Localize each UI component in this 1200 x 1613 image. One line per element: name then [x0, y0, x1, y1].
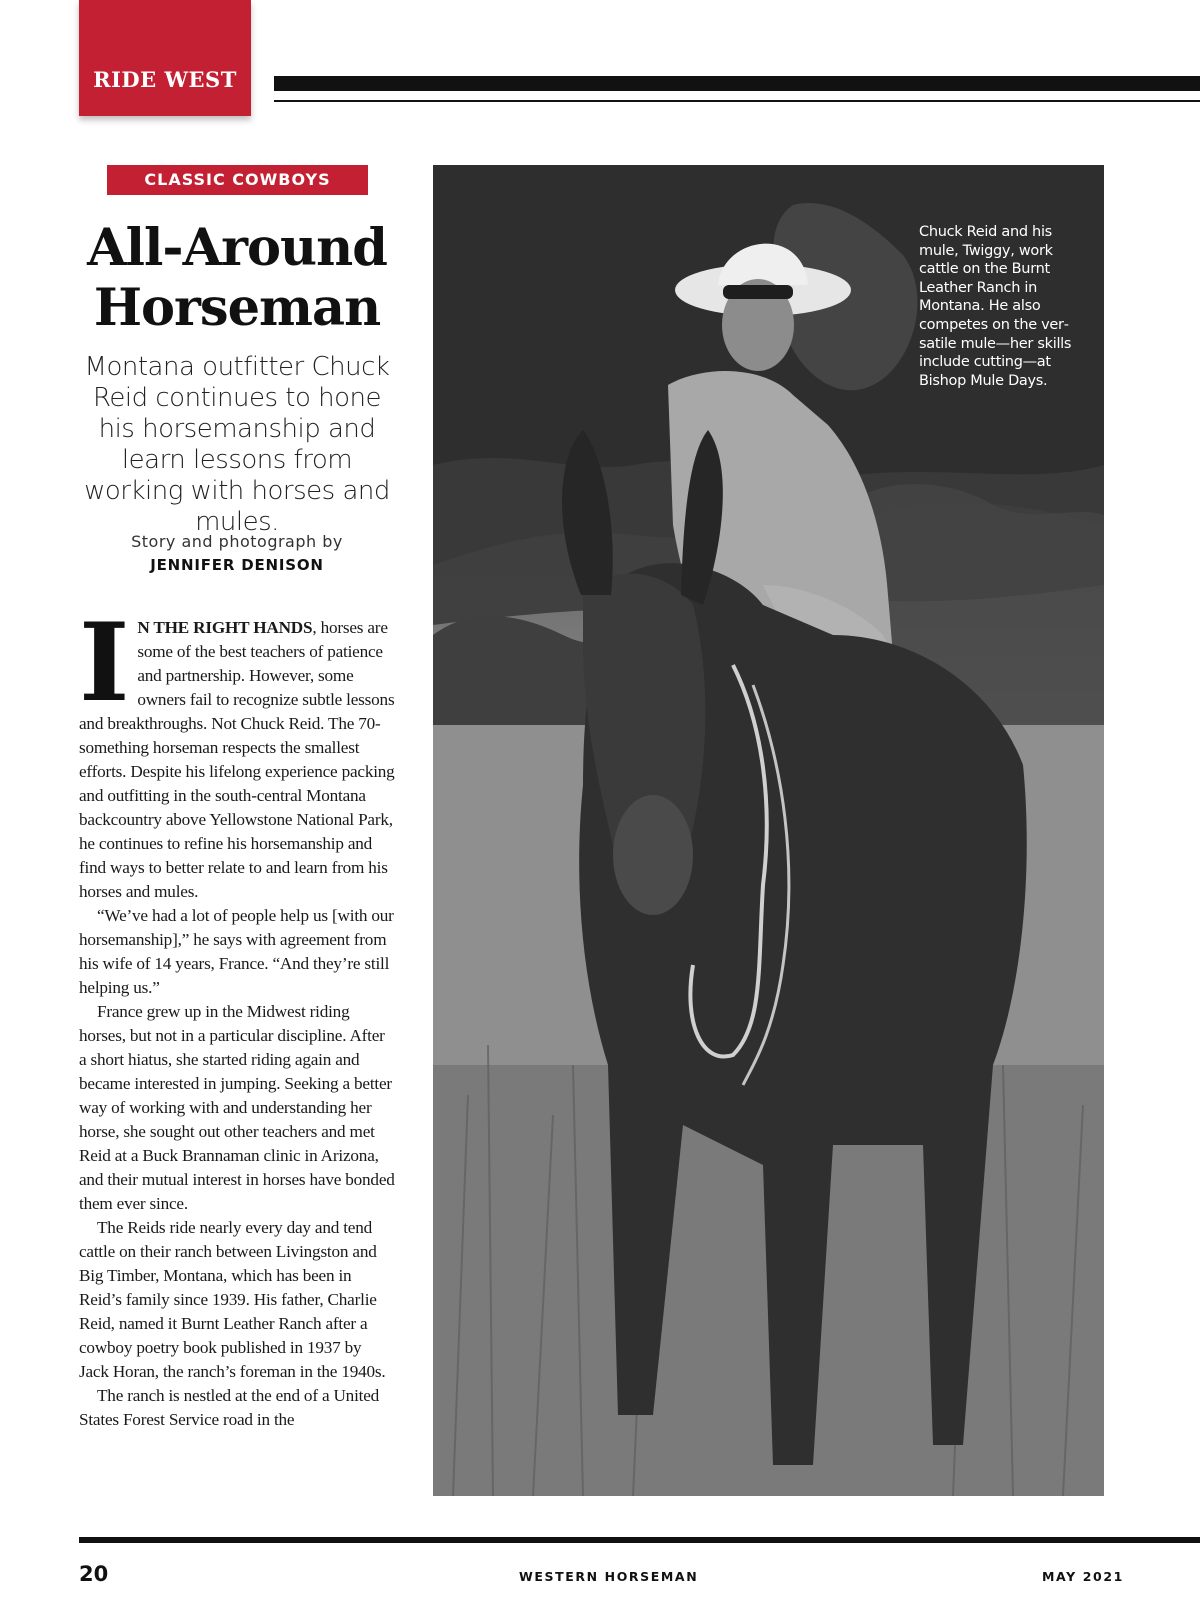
kicker-badge: CLASSIC COWBOYS	[107, 165, 368, 195]
lead-in: N THE RIGHT HANDS	[137, 618, 313, 637]
drop-cap: I	[79, 600, 130, 726]
page-number: 20	[79, 1562, 109, 1586]
article-body	[79, 600, 395, 1432]
header-rule-thick	[274, 76, 1200, 91]
paragraph: The ranch is nestled at the end of a United States Forest Service road in the	[79, 1386, 380, 1429]
headline	[79, 218, 395, 338]
paragraph-text: , horses are some of the best teachers of patience and partnership. However, some owners fail to recognize subtle lessons and breakthroughs. Not Chuck Reid. The 70-something horseman respects the smallest efforts. Despite his lifelong experience packing and outfitting in the south-central Montana backcountry above Yellowstone National Park, he continues to refine his horsemanship and find ways to better relate to and learn from his horses and mules.	[79, 618, 395, 901]
publication-name: WESTERN HORSEMAN	[519, 1569, 699, 1584]
paragraph: The Reids ride nearly every day and tend cattle on their ranch between Livingston and Big Timber, Montana, which has been in Reid’s family since 1939. His father, Charlie Reid, named it Burnt Leather Ranch after a cowboy poetry book published in 1937 by Jack Horan, the ranch’s foreman in the 1940s.	[79, 1218, 386, 1381]
issue-date: MAY 2021	[1042, 1569, 1124, 1584]
byline-name: JENNIFER DENISON	[150, 556, 324, 574]
paragraph: “We’ve had a lot of people help us [with our horsemanship],” he says with agreement from his wife of 14 years, France. “And they’re still helping us.”	[79, 906, 394, 997]
section-label: RIDE WEST	[93, 67, 237, 92]
footer-rule	[79, 1537, 1200, 1543]
headline-line-1: All-Around	[87, 218, 387, 278]
header-rule-thin	[274, 100, 1200, 102]
byline-label: Story and photograph by	[131, 532, 343, 551]
section-tab	[79, 0, 251, 116]
dek: Montana outfitter Chuck Reid continues to hone his horsemanship and learn lessons from working with horses and mules.	[84, 352, 390, 537]
headline-line-2: Horseman	[93, 278, 381, 338]
paragraph: France grew up in the Midwest riding horses, but not in a particular discipline. After a short hiatus, she started riding again and became interested in jumping. Seeking a better way of working with and understanding her horse, she sought out other teachers and met Reid at a Buck Brannaman clinic in Arizona, and their mutual interest in horses have bonded them ever since.	[79, 1002, 395, 1213]
photo-caption: Chuck Reid and his mule, Twiggy, work cattle on the Burnt Leather Ranch in Montana. He also competes on the versatile mule—her skills include cutting—at Bishop Mule Days.	[919, 224, 1072, 389]
paragraph	[79, 600, 395, 904]
